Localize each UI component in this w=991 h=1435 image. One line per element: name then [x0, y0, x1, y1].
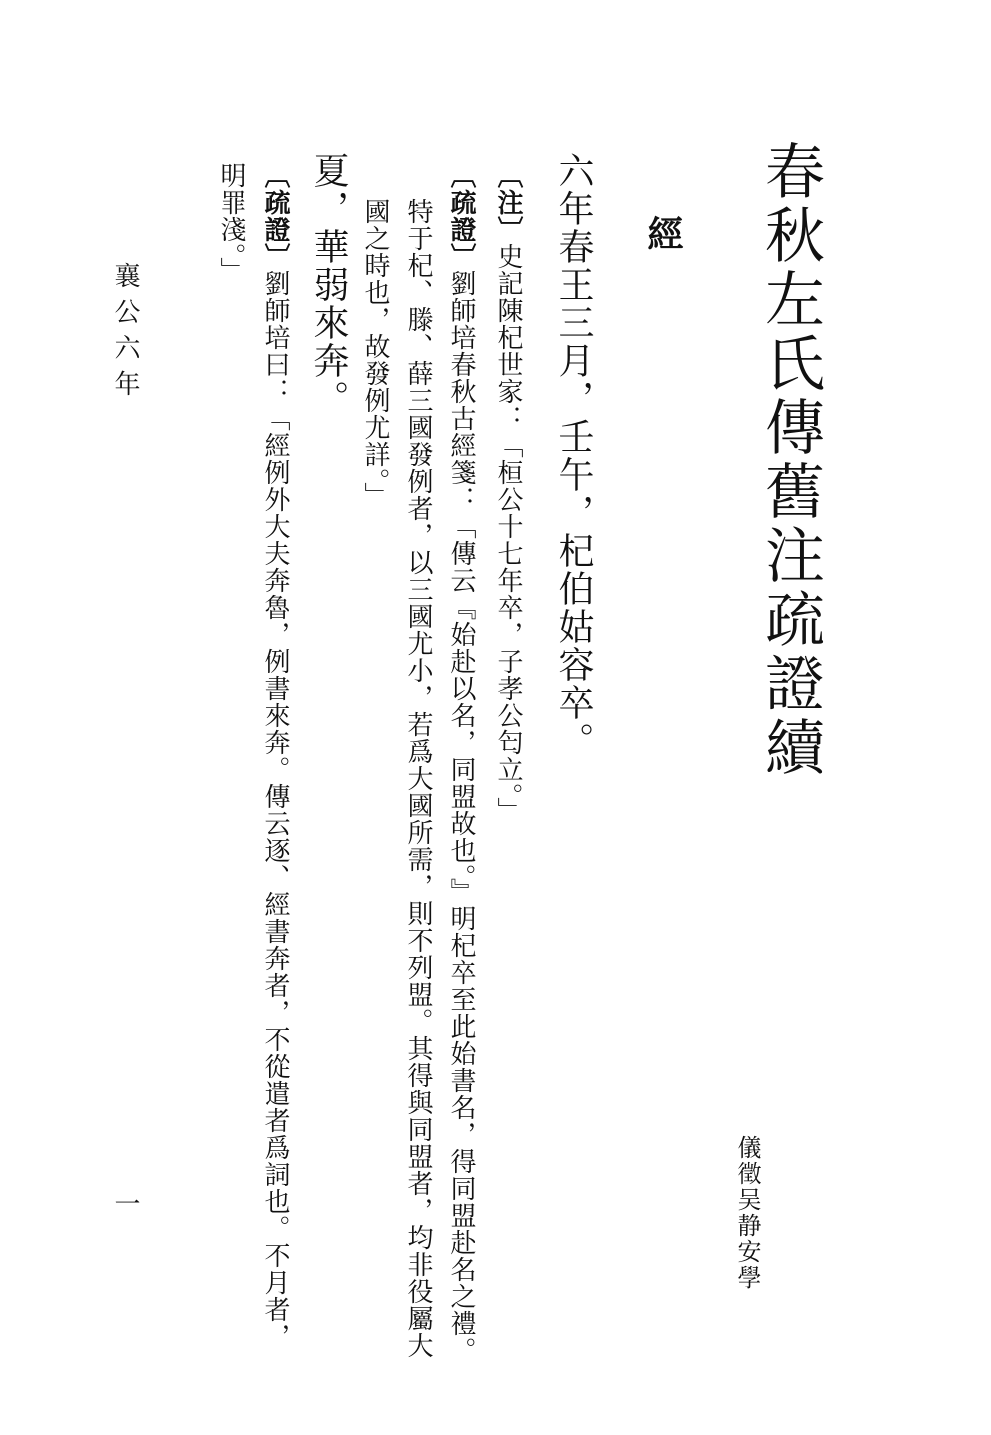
commentary-tag: 〔疏證〕	[446, 162, 476, 270]
note-1	[495, 162, 521, 824]
running-head: 襄公六年	[110, 262, 140, 406]
note-text: 史記陳杞世家：「桓公十七年卒，子孝公匄立。」	[493, 243, 523, 824]
commentary-1-line-3: 國之時也，故發例尤詳。」	[360, 198, 390, 509]
commentary-2-line-2: 明罪淺。」	[216, 162, 246, 284]
book-title: 春秋左氏傳舊注疏證續	[755, 140, 825, 780]
commentary-2-line-1	[262, 162, 288, 1350]
commentary-text: 劉師培曰：「經例外大夫奔魯，例書來奔。傳云逐、經書奔者，不從遣者爲詞也。不月者，	[260, 270, 290, 1350]
author-line: 儀徵吴静安學	[733, 1135, 761, 1291]
classic-entry-1: 六年春王三月，壬午，杞伯姑容卒。	[553, 152, 594, 760]
classic-entry-2: 夏，華弱來奔。	[308, 152, 349, 418]
section-heading: 經	[642, 215, 684, 251]
commentary-1-line-2: 特于杞、滕、薛三國發例者，以三國尤小，若爲大國所需，則不列盟。其得與同盟者，均非役屬大	[403, 198, 433, 1359]
commentary-text: 劉師培春秋古經箋：「傳云『始赴以名，同盟故也。』明杞卒至此始書名，得同盟赴名之禮。	[446, 270, 476, 1364]
page-number: 一	[110, 1190, 140, 1216]
note-tag: 〔注〕	[493, 162, 523, 243]
commentary-tag: 〔疏證〕	[260, 162, 290, 270]
commentary-1-line-1	[448, 162, 474, 1364]
